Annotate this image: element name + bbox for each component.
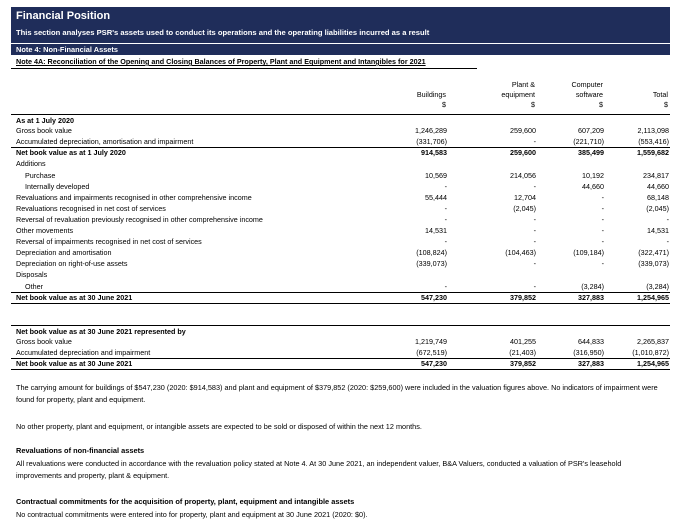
table-row — [11, 358, 670, 370]
table-cell: (21,403) — [509, 348, 536, 358]
table-cell: 14,531 — [647, 226, 669, 235]
table-cell: - — [533, 214, 536, 224]
paragraph-revaluations: All revaluations were conducted in accordance with the revaluation policy stated at Note 4. At 30 June 2021, an independent valuer, B&A Valuers, conducted a valuation of PSR's leasehold improvements and property, plant & equipment. — [16, 459, 622, 480]
row-label: Purchase — [25, 170, 56, 180]
table-cell: - — [533, 181, 536, 191]
column-header-line1: Computer — [571, 80, 603, 89]
table-cell: 547,230 — [421, 359, 447, 369]
row-label: Reversal of revaluation previously recognised in other comprehensive income — [16, 214, 263, 224]
table-cell: 12,704 — [514, 192, 536, 202]
table-cell: - — [444, 237, 447, 247]
column-header-line1 — [366, 80, 446, 90]
row-label: Accumulated depreciation and impairment — [16, 348, 151, 358]
column-header-unit: $ — [664, 100, 668, 109]
row-label: Net book value as at 30 June 2021 represented by — [16, 327, 186, 336]
column-header-unit: $ — [442, 100, 446, 109]
row-label: Gross book value — [16, 126, 72, 136]
row-label: Internally developed — [25, 181, 90, 191]
table-cell: (2,045) — [513, 203, 536, 213]
table-row — [11, 214, 670, 225]
heading-revaluations: Revaluations of non-financial assets — [16, 446, 145, 455]
table-cell: 385,499 — [578, 148, 604, 158]
table-cell: - — [444, 214, 447, 224]
table-row — [11, 170, 670, 181]
table-cell: (1,010,872) — [632, 348, 669, 358]
table-row — [11, 125, 670, 136]
table-cell: (316,950) — [573, 348, 604, 358]
table-cell: 1,246,289 — [415, 126, 447, 136]
table-cell: (672,519) — [416, 348, 447, 358]
row-label: Depreciation and amortisation — [16, 248, 112, 258]
table-cell: (553,416) — [638, 137, 669, 147]
table-cell: - — [533, 137, 536, 147]
table-cell: 1,219,749 — [415, 337, 447, 347]
table-cell: 401,255 — [510, 337, 536, 347]
row-label: Other — [25, 281, 43, 291]
table-cell: (331,706) — [416, 137, 447, 147]
column-header-line2: Buildings — [416, 90, 446, 99]
column-header-line1 — [588, 80, 668, 90]
table-cell: (108,824) — [416, 248, 447, 258]
table-cell: - — [444, 203, 447, 213]
table-row — [11, 258, 670, 269]
table-cell: - — [444, 181, 447, 191]
row-label: Net book value as at 30 June 2021 — [16, 359, 133, 369]
table-cell: 1,254,965 — [637, 292, 669, 302]
table-cell: (3,284) — [581, 281, 604, 291]
table-cell: - — [601, 259, 604, 269]
table-cell: 1,254,965 — [637, 359, 669, 369]
paragraph-commitments: No contractual commitments were entered into for property, plant and equipment at 30 June 2021 (2020: $0). — [16, 510, 368, 519]
table-cell: 14,531 — [425, 226, 447, 235]
row-label: Additions — [16, 159, 46, 169]
row-label: Revaluations recognised in net cost of services — [16, 203, 166, 213]
table-row — [11, 236, 670, 247]
table-row — [11, 203, 670, 214]
table-cell: 44,660 — [582, 181, 604, 191]
table-row — [11, 247, 670, 258]
table-cell: 327,883 — [578, 292, 604, 302]
row-label: As at 1 July 2020 — [16, 116, 74, 125]
table-cell: - — [533, 281, 536, 291]
section-subtitle: This section analyses PSR's assets used to conduct its operations and the operating liabilities incurred as a result — [16, 28, 430, 37]
column-header-line1: Plant & — [511, 80, 535, 89]
table-cell: 259,600 — [510, 126, 536, 136]
column-header-total — [588, 80, 668, 110]
table-cell: - — [601, 203, 604, 213]
table-cell: - — [533, 237, 536, 247]
section-header — [11, 7, 670, 43]
table-cell: 10,569 — [425, 170, 447, 180]
table-cell: 2,265,837 — [637, 337, 669, 347]
row-label: Reversal of impairments recognised in net cost of services — [16, 237, 202, 247]
table-cell: 234,817 — [643, 170, 669, 180]
table-cell: 2,113,098 — [637, 126, 669, 136]
table-cell: 259,600 — [510, 148, 536, 158]
table-cell: (339,073) — [416, 259, 447, 269]
column-header-line2: Total — [652, 90, 668, 99]
note-title: Note 4: Non-Financial Assets — [16, 45, 118, 54]
table-cell: (109,184) — [573, 248, 604, 258]
table-cell: (221,710) — [573, 137, 604, 147]
row-label: Net book value as at 1 July 2020 — [16, 148, 126, 158]
note-title-bar — [11, 44, 670, 55]
table-cell: - — [533, 259, 536, 269]
column-header-unit: $ — [531, 100, 535, 109]
paragraph-carrying-amount: The carrying amount for buildings of $547,230 (2020: $914,583) and plant and equipment of $379,852 (2020: $259,600) were included in the valuation figures above. No indicators of impairment were found for property, plant and equipment. — [16, 383, 658, 404]
paragraph-disposals: No other property, plant and equipment, or intangible assets are expected to be sold or disposed of within the next 12 months. — [16, 422, 422, 431]
table-row — [11, 181, 670, 192]
table-row — [11, 147, 670, 158]
note-subtitle: Note 4A: Reconciliation of the Opening and Closing Balances of Property, Plant and Equipment and Intangibles for 2021 — [16, 57, 426, 66]
table-cell: 1,559,682 — [637, 148, 669, 158]
table-cell: 214,056 — [510, 170, 536, 180]
table-row — [11, 192, 670, 203]
table-cell: (3,284) — [646, 281, 669, 291]
table-cell: 68,148 — [647, 192, 669, 202]
section-title: Financial Position — [16, 10, 111, 22]
divider — [11, 68, 477, 69]
table-cell: (339,073) — [638, 259, 669, 269]
row-label: Gross book value — [16, 337, 72, 347]
table-cell: 379,852 — [510, 359, 536, 369]
row-label: Disposals — [16, 270, 48, 280]
table-cell: - — [666, 237, 669, 247]
row-label: Other movements — [16, 226, 74, 235]
heading-commitments: Contractual commitments for the acquisition of property, plant, equipment and intangible assets — [16, 497, 355, 506]
column-header-unit: $ — [599, 100, 603, 109]
row-label: Accumulated depreciation, amortisation and impairment — [16, 137, 194, 147]
table-cell: - — [601, 214, 604, 224]
table-cell: - — [444, 281, 447, 291]
table-cell: 607,209 — [578, 126, 604, 136]
table-cell: 914,583 — [421, 148, 447, 158]
table-cell: - — [601, 192, 604, 202]
table-cell: 44,660 — [647, 181, 669, 191]
row-label: Net book value as at 30 June 2021 — [16, 292, 133, 302]
table-cell: 55,444 — [425, 192, 447, 202]
table-row — [11, 336, 670, 347]
table-cell: (322,471) — [638, 248, 669, 258]
row-label: Depreciation on right-of-use assets — [16, 259, 128, 269]
column-header-buildings — [366, 80, 446, 110]
table-cell: 327,883 — [578, 359, 604, 369]
table-cell: (2,045) — [646, 203, 669, 213]
table-cell: 379,852 — [510, 292, 536, 302]
table-row — [11, 269, 670, 280]
table-cell: - — [601, 237, 604, 247]
column-header-line2: software — [575, 90, 603, 99]
table-row — [11, 292, 670, 304]
table-cell: 547,230 — [421, 292, 447, 302]
table-cell: 10,192 — [582, 170, 604, 180]
row-label: Revaluations and impairments recognised in other comprehensive income — [16, 192, 252, 202]
table-cell: - — [533, 226, 536, 235]
table-cell: - — [601, 226, 604, 235]
table-row — [11, 225, 670, 236]
table-cell: - — [666, 214, 669, 224]
table-row — [11, 158, 670, 169]
table-cell: (104,463) — [505, 248, 536, 258]
table-cell: 644,833 — [578, 337, 604, 347]
column-header-line2: equipment — [501, 90, 535, 99]
